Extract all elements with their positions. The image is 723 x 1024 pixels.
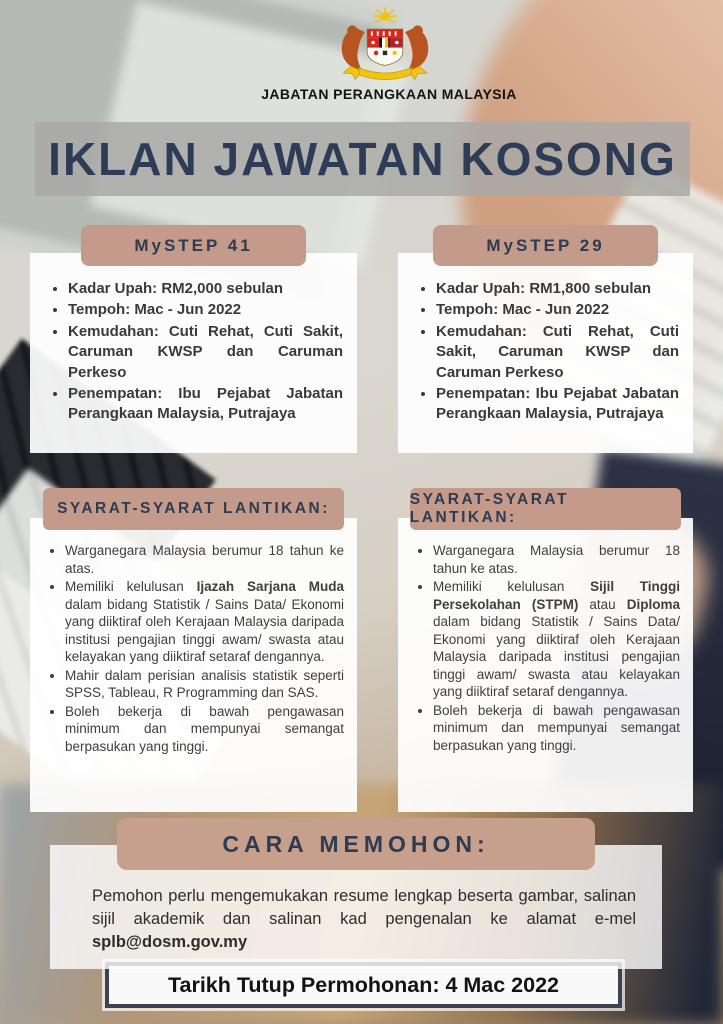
- list-item: • Penempatan: Ibu Pejabat Jabatan Perangkaan Malaysia, Putrajaya: [68, 384, 343, 425]
- malaysia-coat-of-arms-icon: [333, 4, 437, 84]
- agency-name: JABATAN PERANGKAAN MALAYSIA: [261, 86, 517, 102]
- mystep-29-section: [398, 225, 693, 453]
- how-to-apply-heading: CARA MEMOHON:: [117, 818, 595, 870]
- list-item: • Memiliki kelulusan Sijil Tinggi Persekolahan (STPM) atau Diploma dalam bidang Statistik / Sains Data/ Ekonomi yang diiktiraf oleh Kerajaan Malaysia daripada institusi pengajian tinggi awam/ swasta atau kelayakan yang diiktiraf setaraf dengannya.: [433, 578, 680, 701]
- poster-title: IKLAN JAWATAN KOSONG: [48, 133, 677, 185]
- requirements-heading: SYARAT-SYARAT LANTIKAN:: [410, 488, 681, 530]
- list-item: • Kemudahan: Cuti Rehat, Cuti Sakit, Caruman KWSP dan Caruman Perkeso: [436, 322, 679, 383]
- mystep-29-requirements-section: [398, 488, 693, 812]
- list-item: • Boleh bekerja di bawah pengawasan minimum dan mempunyai semangat berpasukan yang tinggi.: [433, 702, 680, 755]
- mystep-29-requirements-list: [409, 542, 680, 755]
- list-item: • Kadar Upah: RM2,000 sebulan: [68, 279, 343, 299]
- mystep-29-badge: MySTEP 29: [433, 225, 658, 266]
- list-item: • Penempatan: Ibu Pejabat Jabatan Perangkaan Malaysia, Putrajaya: [436, 384, 679, 425]
- list-item: • Mahir dalam perisian analisis statistik seperti SPSS, Tableau, R Programming dan SAS.: [65, 667, 344, 702]
- mystep-41-badge: MySTEP 41: [81, 225, 306, 266]
- list-item: • Kemudahan: Cuti Rehat, Cuti Sakit, Caruman KWSP dan Caruman Perkeso: [68, 322, 343, 383]
- title-band: [35, 122, 690, 196]
- mystep-29-requirements-card: [398, 518, 693, 812]
- mystep-29-details-list: [410, 279, 679, 425]
- mystep-41-section: [30, 225, 357, 453]
- requirements-heading: SYARAT-SYARAT LANTIKAN:: [43, 488, 344, 530]
- mystep-41-details-card: [30, 253, 357, 453]
- list-item: • Memiliki kelulusan Ijazah Sarjana Muda dalam bidang Statistik / Sains Data/ Ekonomi yang diiktiraf oleh Kerajaan Malaysia daripada institusi pengajian tinggi awam/ swasta atau kelayakan yang diiktiraf setaraf dengannya.: [65, 578, 344, 666]
- how-to-apply-text: Pemohon perlu mengemukakan resume lengkap beserta gambar, salinan sijil akademik dan salinan kad pengenalan ke alamat e-mel splb@dosm.gov.my: [92, 887, 636, 951]
- mystep-41-details-list: [42, 279, 343, 425]
- list-item: • Kadar Upah: RM1,800 sebulan: [436, 279, 679, 299]
- list-item: • Warganegara Malaysia berumur 18 tahun ke atas.: [65, 542, 344, 577]
- how-to-apply-section: [50, 818, 662, 969]
- mystep-29-details-card: [398, 253, 693, 453]
- deadline-text: Tarikh Tutup Permohonan: 4 Mac 2022: [167, 972, 560, 997]
- list-item: • Boleh bekerja di bawah pengawasan minimum dan mempunyai semangat berpasukan yang tinggi.: [65, 703, 344, 756]
- mystep-41-requirements-section: [30, 488, 357, 812]
- list-item: • Tempoh: Mac - Jun 2022: [68, 300, 343, 320]
- mystep-41-requirements-list: [41, 542, 344, 756]
- mystep-41-requirements-card: [30, 518, 357, 812]
- list-item: • Warganegara Malaysia berumur 18 tahun ke atas.: [433, 542, 680, 577]
- list-item: • Tempoh: Mac - Jun 2022: [436, 300, 679, 320]
